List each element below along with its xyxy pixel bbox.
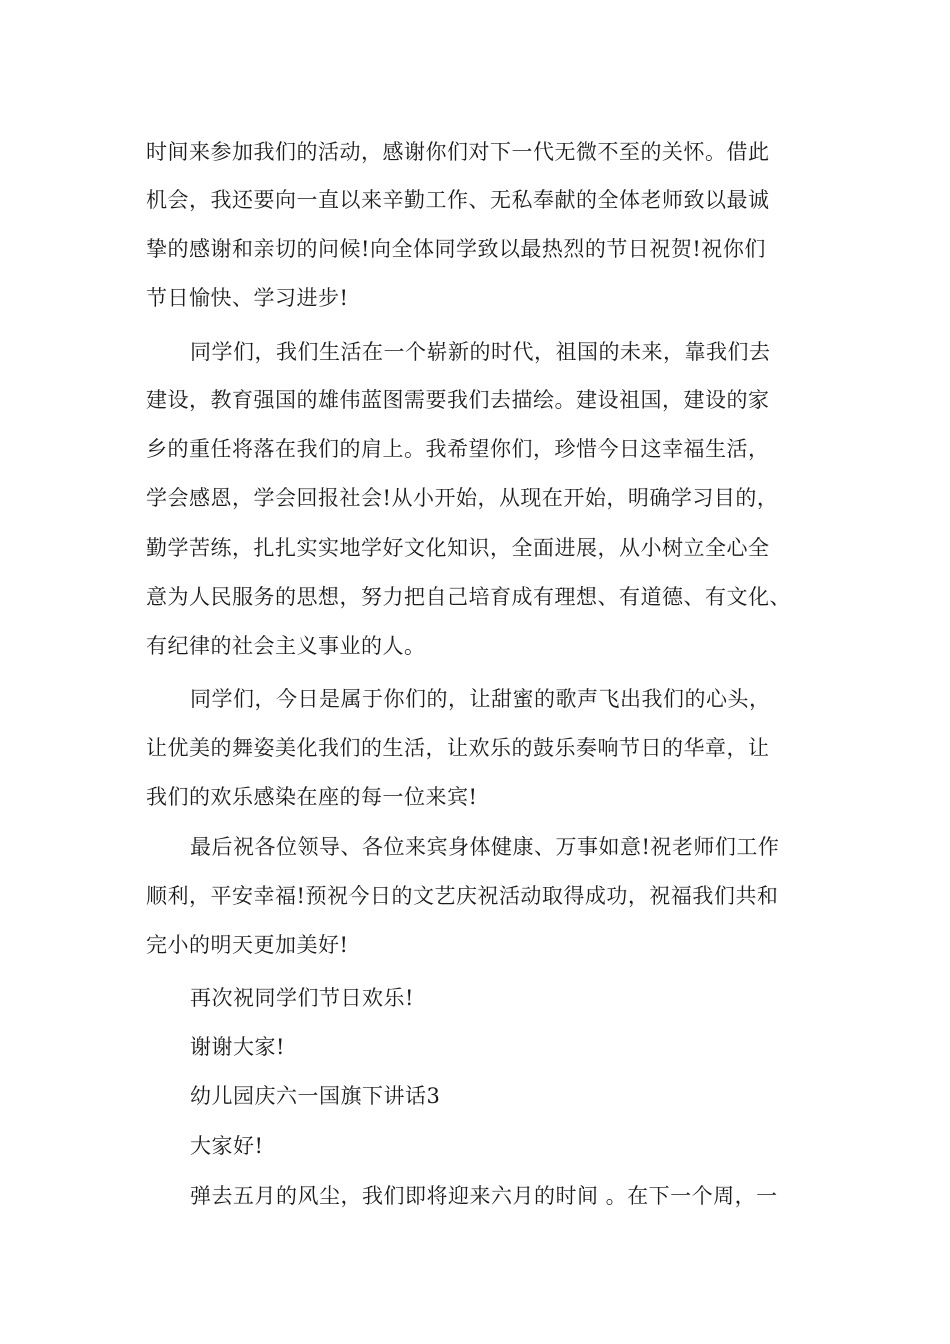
text-line: 挚的感谢和亲切的问候!向全体同学致以最热烈的节日祝贺!祝你们	[146, 237, 766, 261]
paragraph-start-line: 再次祝同学们节日欢乐!	[190, 986, 414, 1010]
text-line: 乡的重任将落在我们的肩上。我希望你们，珍惜今日这幸福生活，	[146, 437, 770, 461]
section-heading: 幼儿园庆六一国旗下讲话3	[190, 1084, 441, 1108]
text-line: 我们的欢乐感染在座的每一位来宾!	[146, 785, 478, 809]
text-line: 顺利，平安幸福!预祝今日的文艺庆祝活动取得成功，祝福我们共和	[146, 884, 779, 908]
text-line: 节日愉快、学习进步!	[146, 286, 349, 310]
text-line: 学会感恩，学会回报社会!从小开始，从现在开始，明确学习目的，	[146, 486, 779, 510]
text-line: 建设，教育强国的雄伟蓝图需要我们去描绘。建设祖国，建设的家	[146, 388, 770, 412]
paragraph-start-line: 最后祝各位领导、各位来宾身体健康、万事如意!祝老师们工作	[190, 835, 780, 859]
paragraph-start-line: 同学们，今日是属于你们的，让甜蜜的歌声飞出我们的心头，	[190, 687, 771, 711]
text-line: 意为人民服务的思想，努力把自己培育成有理想、有道德、有文化、	[146, 585, 791, 609]
text-line: 时间来参加我们的活动，感谢你们对下一代无微不至的关怀。借此	[146, 140, 770, 164]
text-line: 机会，我还要向一直以来辛勤工作、无私奉献的全体老师致以最诚	[146, 188, 770, 212]
paragraph-start-line: 弹去五月的风尘，我们即将迎来六月的时间 。在下一个周，一	[190, 1184, 778, 1208]
text-line: 有纪律的社会主义事业的人。	[146, 634, 426, 658]
text-line: 勤学苦练，扎扎实实地学好文化知识，全面进展，从小树立全心全	[146, 536, 770, 560]
text-line: 让优美的舞姿美化我们的生活，让欢乐的鼓乐奏响节日的华章，让	[146, 736, 770, 760]
greeting-line: 大家好!	[190, 1134, 264, 1158]
paragraph-start-line: 谢谢大家!	[190, 1035, 285, 1059]
paragraph-start-line: 同学们，我们生活在一个崭新的时代，祖国的未来，靠我们去	[190, 340, 771, 364]
text-line: 完小的明天更加美好!	[146, 933, 349, 957]
